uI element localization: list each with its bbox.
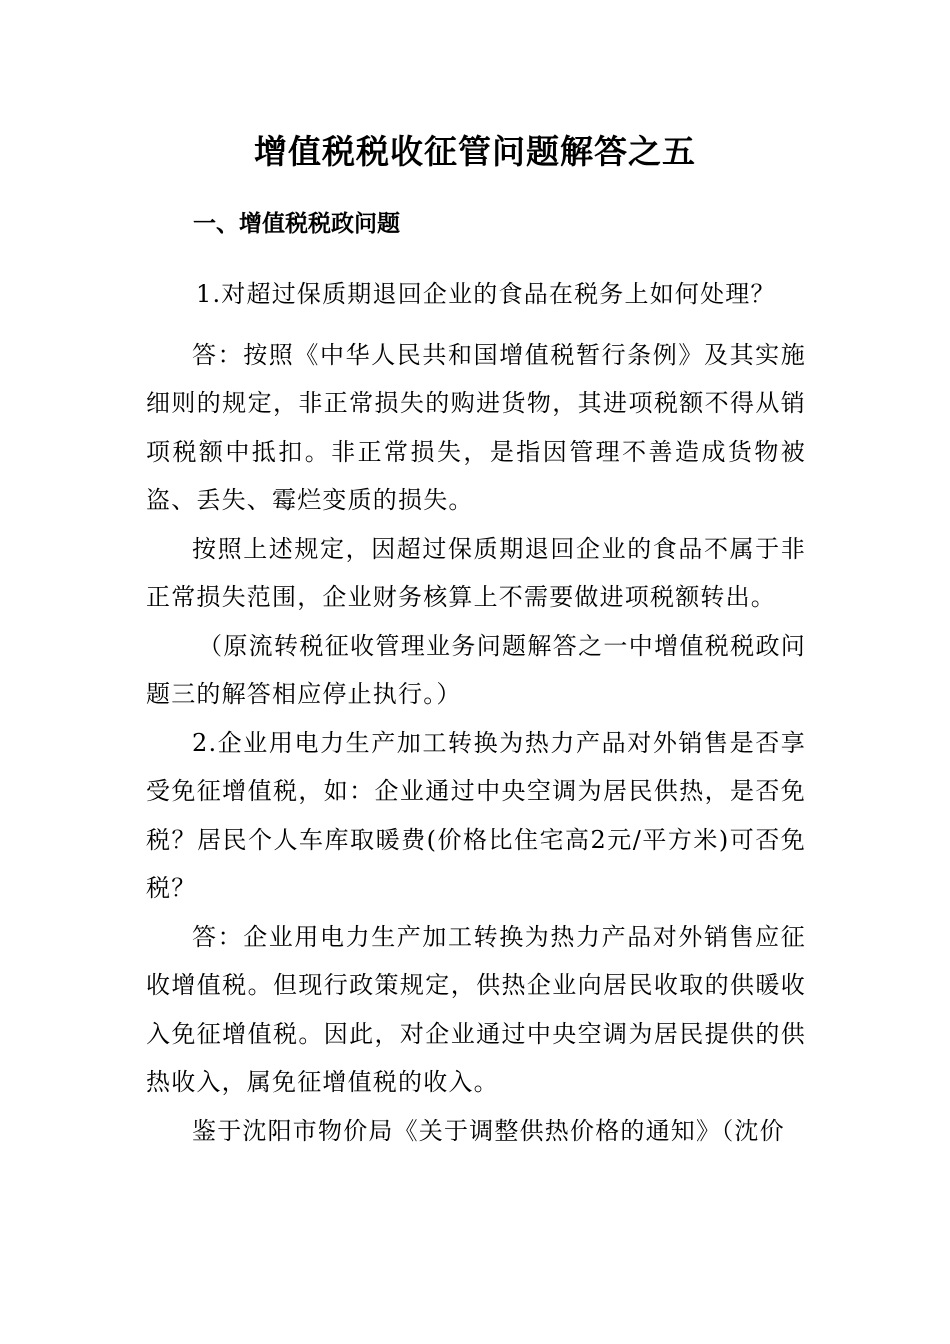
question-1: 1.对超过保质期退回企业的食品在税务上如何处理？ [196, 280, 776, 308]
question-2: 2.企业用电力生产加工转换为热力产品对外销售是否享受免征增值税，如：企业通过中央空调为居民供热，是否免税？居民个人车库取暖费(价格比住宅高2元/平方米)可否免税？ [146, 728, 806, 902]
answer-1-followup-paragraph: 按照上述规定，因超过保质期退回企业的食品不属于非正常损失范围，企业财务核算上不需要做进项税额转出。 [146, 534, 806, 611]
document-body [146, 270, 806, 1155]
answer-1-note-paragraph: （原流转税征收管理业务问题解答之一中增值税税政问题三的解答相应停止执行。） [146, 631, 806, 708]
section-heading: 一、增值税税政问题 [193, 211, 400, 237]
document-title: 增值税税收征管问题解答之五 [254, 132, 696, 171]
answer-2-paragraph: 答：企业用电力生产加工转换为热力产品对外销售应征收增值税。但现行政策规定，供热企业向居民收取的供暖收入免征增值税。因此，对企业通过中央空调为居民提供的供热收入，属免征增值税的收入。 [146, 922, 806, 1096]
answer-2-followup-paragraph: 鉴于沈阳市物价局《关于调整供热价格的通知》（沈价 [192, 1116, 785, 1145]
answer-1-paragraph: 答：按照《中华人民共和国增值税暂行条例》及其实施细则的规定，非正常损失的购进货物，其进项税额不得从销项税额中抵扣。非正常损失，是指因管理不善造成货物被盗、丢失、霉烂变质的损失。 [146, 340, 806, 514]
